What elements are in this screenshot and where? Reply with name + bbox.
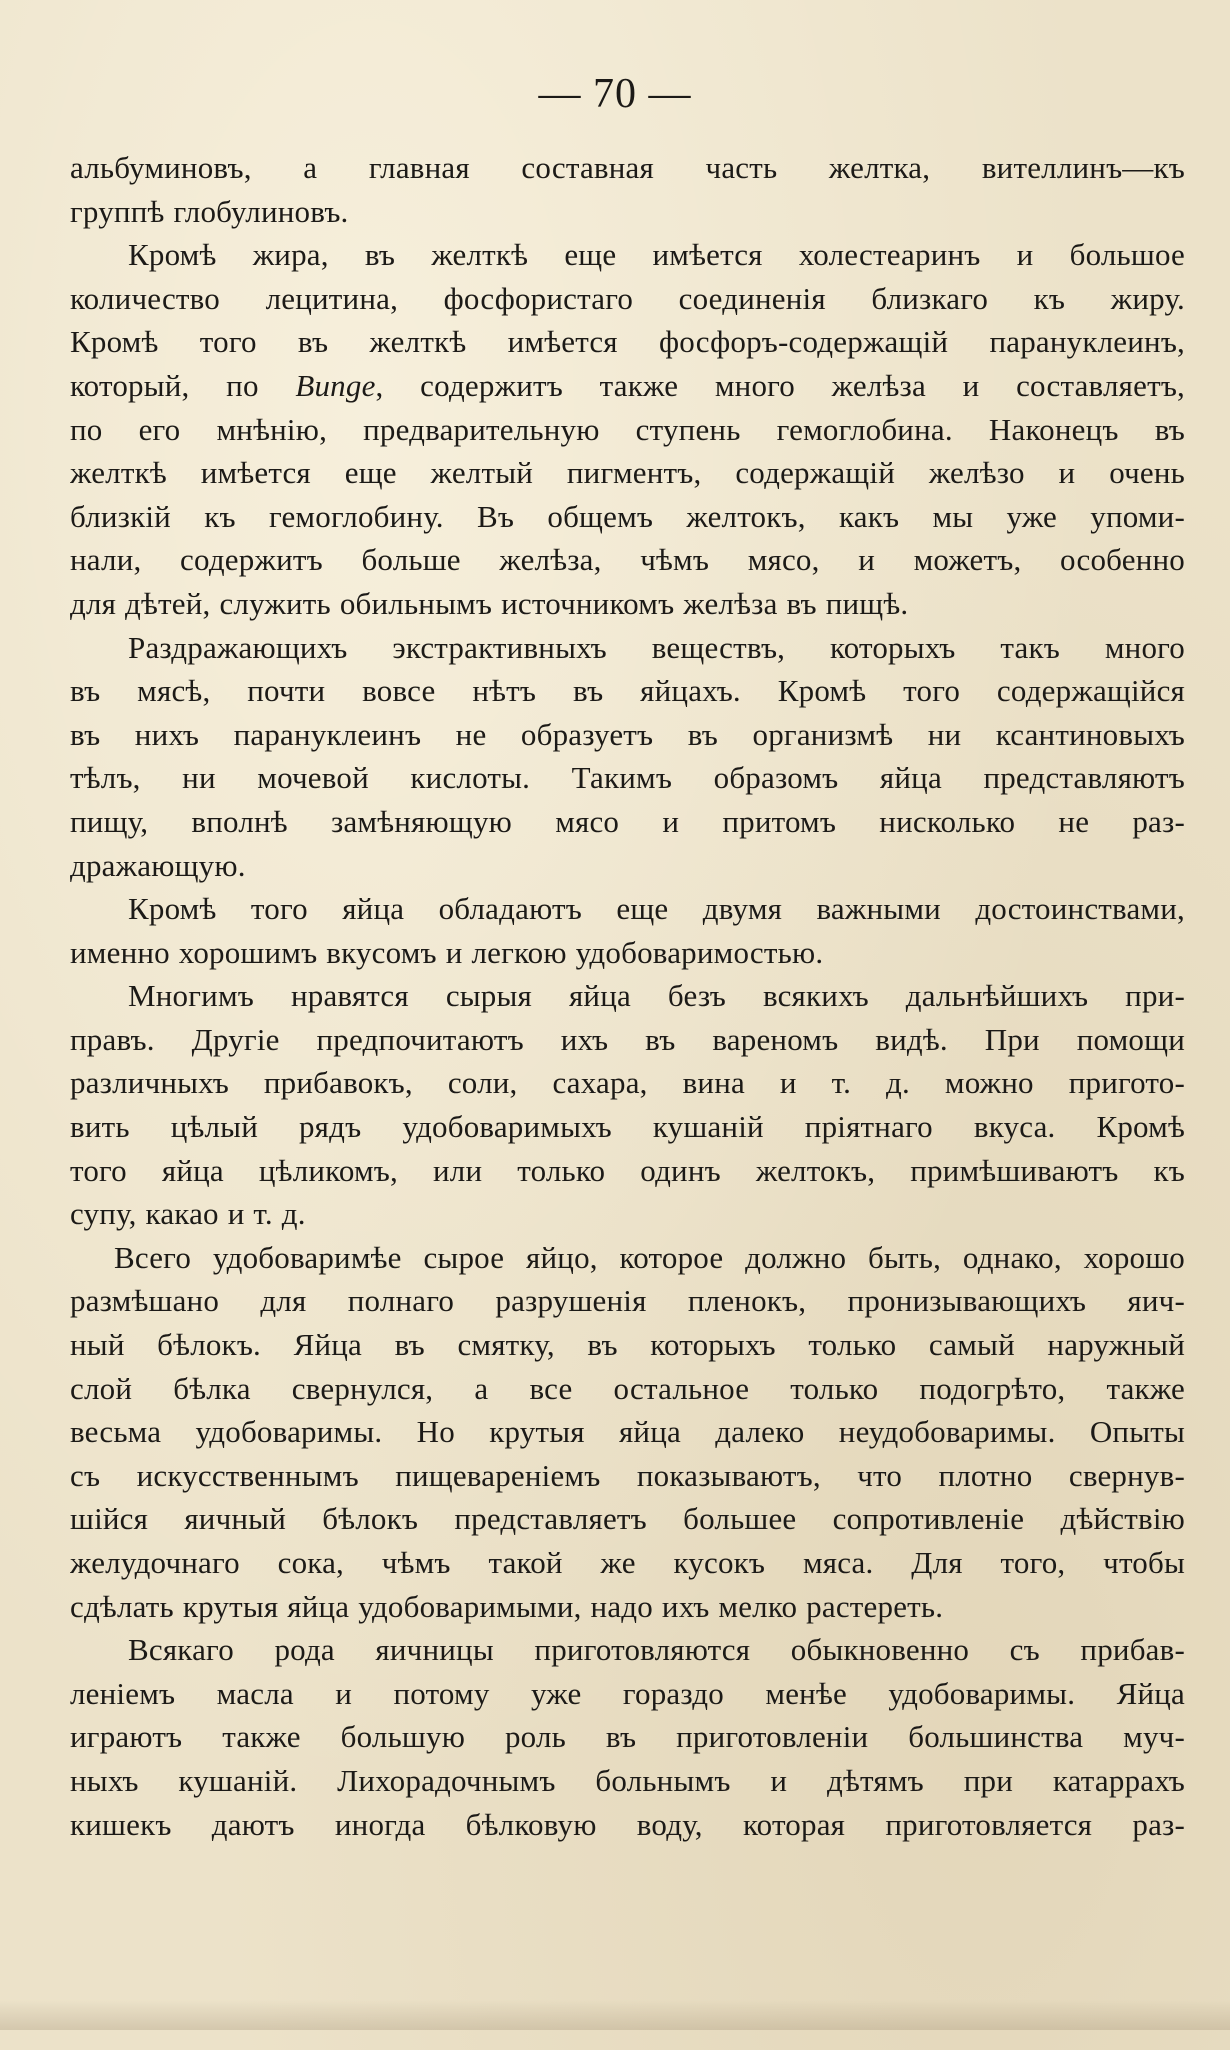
text-line-17: дражающую. — [70, 847, 246, 883]
text-line-9: близкій къ гемоглобину. Въ общемъ желтокъ, какъ мы уже упоми- — [70, 498, 1185, 534]
text-line-10: нали, содержитъ больше желѣза, чѣмъ мясо, и можетъ, особенно — [70, 542, 1185, 578]
text-line-32: шійся яичный бѣлокъ представляетъ большее сопротивленіе дѣйствію — [70, 1501, 1185, 1537]
text-line-12: Раздражающихъ экстрактивныхъ веществъ, которыхъ такъ много — [128, 629, 1185, 665]
text-line-20: Многимъ нравятся сырыя яйца безъ всякихъ дальнѣйшихъ при- — [128, 978, 1185, 1014]
text-line-34: сдѣлать крутыя яйца удобоваримыми, надо ихъ мелко растереть. — [70, 1588, 944, 1624]
text-line-25: супу, какао и т. д. — [70, 1196, 306, 1232]
text-line-28: ный бѣлокъ. Яйца въ смятку, въ которыхъ только самый наружный — [70, 1327, 1185, 1363]
text-line-7: по его мнѣнію, предварительную ступень гемоглобина. Наконецъ въ — [70, 411, 1185, 447]
text-line-26: Всего удобоваримѣе сырое яйцо, которое должно быть, однако, хорошо — [114, 1239, 1185, 1275]
text-line-39: кишекъ даютъ иногда бѣлковую воду, которая приготовляется раз- — [70, 1806, 1185, 1842]
text-line-30: весьма удобоваримы. Но крутыя яйца далеко неудобоваримы. Опыты — [70, 1414, 1185, 1450]
text-line-38: ныхъ кушаній. Лихорадочнымъ больнымъ и дѣтямъ при катаррахъ — [70, 1762, 1185, 1798]
text-line-4: количество лецитина, фосфористаго соединенія близкаго къ жиру. — [70, 280, 1185, 316]
text-line-18: Кромѣ того яйца обладаютъ еще двумя важными достоинствами, — [128, 891, 1185, 927]
text-line-15: тѣлъ, ни мочевой кислоты. Такимъ образомъ яйца представляютъ — [70, 760, 1185, 796]
text-line-6-end: , содержитъ также много желѣза и составляетъ, — [375, 367, 1185, 403]
text-line-29: слой бѣлка свернулся, а все остальное только подогрѣто, также — [70, 1370, 1185, 1406]
text-line-1: альбуминовъ, а главная составная часть желтка, вителлинъ—къ — [70, 150, 1185, 185]
text-line-31: съ искусственнымъ пищевареніемъ показываютъ, что плотно свернув- — [70, 1457, 1185, 1493]
text-line-21: правъ. Другіе предпочитаютъ ихъ въ вареномъ видѣ. При помощи — [70, 1021, 1185, 1057]
text-line-5: Кромѣ того въ желткѣ имѣется фосфоръ-содержащій парануклеинъ, — [70, 324, 1185, 360]
text-line-37: играютъ также большую роль въ приготовленіи большинства муч- — [70, 1719, 1185, 1755]
text-line-3: Кромѣ жира, въ желткѣ еще имѣется холестеаринъ и большое — [128, 237, 1185, 273]
text-line-35: Всякаго рода яичницы приготовляются обыкновенно съ прибав- — [128, 1632, 1185, 1668]
text-line-19: именно хорошимъ вкусомъ и легкою удобоваримостью. — [70, 934, 824, 970]
text-line-6 — [70, 364, 1185, 408]
text-line-22: различныхъ прибавокъ, соли, сахара, вина и т. д. можно пригото- — [70, 1065, 1185, 1101]
text-line-11: для дѣтей, служить обильнымъ источникомъ желѣза въ пищѣ. — [70, 585, 909, 621]
text-line-2: группѣ глобулиновъ. — [70, 193, 349, 229]
text-line-14: въ нихъ парануклеинъ не образуетъ въ организмѣ ни ксантиновыхъ — [70, 716, 1185, 752]
text-line-27: размѣшано для полнаго разрушенія пленокъ, пронизывающихъ яич- — [70, 1283, 1185, 1319]
text-line-13: въ мясѣ, почти вовсе нѣтъ въ яйцахъ. Кромѣ того содержащійся — [70, 673, 1185, 709]
text-line-6-start: который, по — [70, 367, 296, 403]
text-line-16: пищу, вполнѣ замѣняющую мясо и притомъ нисколько не раз- — [70, 803, 1185, 839]
author-name-bunge: Bunge — [295, 367, 376, 403]
body-text — [70, 146, 1185, 1846]
page-number: — 70 — — [538, 71, 692, 117]
page-bottom-shading — [0, 2000, 1230, 2030]
text-line-23: вить цѣлый рядъ удобоваримыхъ кушаній пріятнаго вкуса. Кромѣ — [70, 1109, 1185, 1145]
text-line-33: желудочнаго сока, чѣмъ такой же кусокъ мяса. Для того, чтобы — [70, 1545, 1185, 1580]
text-line-24: того яйца цѣликомъ, или только одинъ желтокъ, примѣшиваютъ къ — [70, 1152, 1185, 1188]
text-line-36: леніемъ масла и потому уже гораздо менѣе удобоваримы. Яйца — [70, 1675, 1185, 1711]
text-line-8: желткѣ имѣется еще желтый пигментъ, содержащій желѣзо и очень — [70, 455, 1185, 491]
